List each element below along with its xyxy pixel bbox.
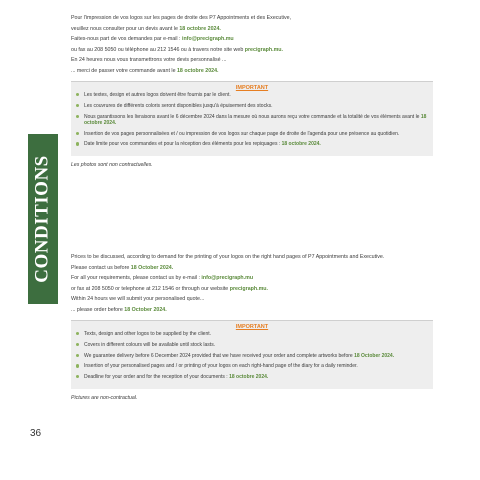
english-conditions-section <box>71 252 443 402</box>
intro-line: Please contact us before 18 October 2024. <box>71 264 174 271</box>
intro-line: or fax at 208 5050 or telephone at 212 1546 or through our website precigraph.mu. <box>71 285 268 292</box>
list-item: Date limite pour vos commandes et pour la réception des éléments pour les repiquages : 18 octobre 2024. <box>76 141 428 147</box>
list-item: Insertion of your personalised pages and / or printing of your logos on each right-hand page of the diary for a daily reminder. <box>76 363 428 369</box>
list-item: We guarantee delivery before 6 December 2024 provided that we have received your order and complete artworks before 18 October 2024. <box>76 353 428 359</box>
list-item: Insertion de vos pages personnalisées et / ou impression de vos logos sur chaque page de droite de l'agenda pour une présence au quotidien. <box>76 131 428 137</box>
list-item: Les couvrures de différents coloris seront disponibles jusqu'à épuisement des stocks. <box>76 103 428 109</box>
list-item: Deadline for your order and for the reception of your documents : 18 octobre 2024. <box>76 374 428 380</box>
bullet-icon <box>76 332 79 335</box>
intro-line: Prices to be discussed, according to demand for the printing of your logos on the right hand pages of P7 Appointments and Executive. <box>71 254 385 260</box>
bullet-icon <box>76 132 79 135</box>
list-item: Texts, design and other logos to be supplied by the client. <box>76 331 428 337</box>
english-important-list <box>76 331 428 380</box>
intro-line: ou fax au 208 5050 ou téléphone au 212 1546 ou à travers notre site web precigraph.mu. <box>71 46 284 53</box>
conditions-label: CONDITIONS <box>32 155 54 283</box>
page-number: 36 <box>30 428 42 439</box>
bullet-icon <box>76 364 79 367</box>
intro-line: For all your requirements, please contact us by e-mail : info@precigraph.mu <box>71 275 254 281</box>
intro-line: Faites-nous part de vos demandes par e-mail : info@precigraph.mu <box>71 36 234 42</box>
intro-line: ... please order before 18 October 2024. <box>71 306 167 313</box>
list-item: Les textes, design et autres logos doivent être fournis par le client. <box>76 92 428 98</box>
list-item: Nous garantissons les livraisons avant le 6 décembre 2024 dans la mesure où nous aurons reçu votre commande et la totalité de vos éléments avant le 18 octobre 2024. <box>76 114 428 126</box>
bullet-icon <box>76 343 79 346</box>
french-important-box <box>71 81 433 156</box>
intro-line: veuillez nous consulter pour un devis avant le 18 octobre 2024. <box>71 25 221 32</box>
important-title: IMPORTANT <box>235 85 269 91</box>
bullet-icon <box>76 115 79 118</box>
intro-line: Within 24 hours we will submit your personalised quote... <box>71 296 205 302</box>
important-title: IMPORTANT <box>235 324 269 330</box>
french-note: Les photos sont non contractuelles. <box>71 162 153 169</box>
bullet-icon <box>76 354 79 357</box>
english-important-box <box>71 320 433 389</box>
bullet-icon <box>76 104 79 107</box>
bullet-icon <box>76 142 79 145</box>
english-note: Pictures are non-contractual. <box>71 394 138 401</box>
bullet-icon <box>76 93 79 96</box>
conditions-side-tab <box>28 134 58 304</box>
french-intro <box>71 13 443 76</box>
intro-line: En 24 heures nous vous transmettrons votre devis personnalisé ... <box>71 57 227 63</box>
french-conditions-section <box>71 13 443 169</box>
list-item: Covers in different colours will be available until stock lasts. <box>76 342 428 348</box>
english-intro <box>71 252 443 315</box>
intro-line: Pour l'impression de vos logos sur les pages de droite des P7 Appointments et des Executive, <box>71 15 292 21</box>
bullet-icon <box>76 375 79 378</box>
intro-line: ... merci de passer votre commande avant le 18 octobre 2024. <box>71 67 219 74</box>
french-important-list <box>76 92 428 148</box>
